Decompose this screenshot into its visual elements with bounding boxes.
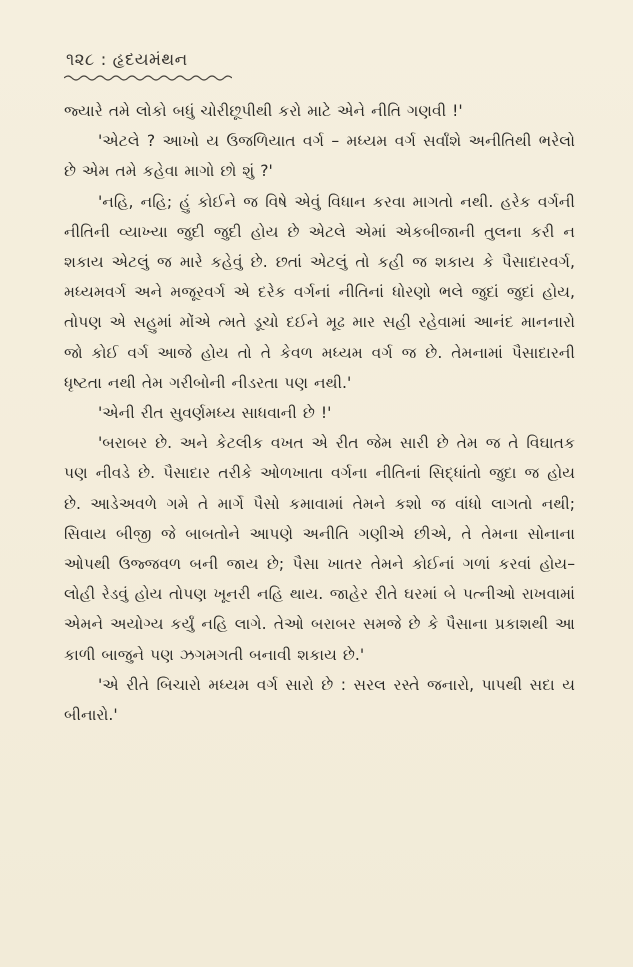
- page-number: ૧૨૮: [66, 50, 95, 70]
- paragraph: 'નહિ, નહિ; હું કોઈને જ વિષે એવું વિધાન કરવા માગતો નથી. હરેક વર્ગની નીતિની વ્યાખ્યા જુદી જુદી હોય છે એટલે એમાં એકબીજાની તુલના કરી ન શકાય એટલું જ મારે કહેવું છે. છતાં એટલું તો કહી જ શકાય કે પૈસાદારવર્ગ, મધ્યમવર્ગ અને મજૂરવર્ગ એ દરેક વર્ગનાં નીતિનાં ધોરણો ભલે જુદાં જુદાં હોય, તોપણ એ સહુમાં મોંએ ત્મતે ડૂચો દઈને મૂઢ માર સહી રહેવામાં આનંદ માનનારો જો કોઈ વર્ગ આજે હોય તો તે કેવળ મધ્યમ વર્ગ જ છે. તેમનામાં પૈસાદારની ધૃષ્ટતા નથી તેમ ગરીબોની નીડરતા પણ નથી.': [64, 192, 575, 392]
- header-separator: :: [100, 50, 107, 70]
- paragraph: 'એટલે ? આખો ય ઉજળિયાત વર્ગ – મધ્યમ વર્ગ સર્વાંશે અનીતિથી ભરેલો છે એમ તમે કહેવા માગો છો શું ?': [64, 132, 575, 181]
- paragraph: 'બરાબર છે. અને કેટલીક વખત એ રીત જેમ સારી છે તેમ જ તે વિઘાતક પણ નીવડે છે. પૈસાદાર તરીકે ઓળખાતા વર્ગના નીતિનાં સિદ્ધાંતો જુદા જ હોય છે. આડેઅવળે ગમે તે માર્ગે પૈસો કમાવામાં તેમને કશો જ વાંધો લાગતો નથી; સિવાય બીજી જે બાબતોને આપણે અનીતિ ગણીએ છીએ, તે તેમના સોનાના ઓપથી ઉજ્જવળ બની જાય છે; પૈસા ખાતર તેમને કોઈનાં ગળાં કરવાં હોય–લોહી રેડવું હોય તોપણ ખૂનરી નહિ થાય. જાહેર રીતે ઘરમાં બે પત્નીઓ રાખવામાં એમને અયોગ્ય કર્યું નહિ લાગે. તેઓ બરાબર સમજે છે કે પૈસાના પ્રકાશથી આ કાળી બાજુને પણ ઝગમગતી બનાવી શકાય છે.': [64, 434, 575, 664]
- paragraph-continuation: જ્યારે તમે લોકો બધું ચોરીછૂપીથી કરો માટે એને નીતિ ગણવી !': [64, 102, 463, 120]
- book-title: હૃદયમંથન: [112, 50, 188, 70]
- paragraph: 'એ રીતે બિચારો મધ્યમ વર્ગ સારો છે : સરલ રસ્તે જનારો, પાપથી સદા ય બીનારો.': [64, 675, 575, 725]
- header-wavy-rule: [64, 74, 232, 82]
- body-text: [64, 96, 575, 730]
- paragraph: 'એની રીત સુવર્ણમધ્ય સાધવાની છે !': [98, 404, 332, 423]
- running-header: [66, 50, 575, 70]
